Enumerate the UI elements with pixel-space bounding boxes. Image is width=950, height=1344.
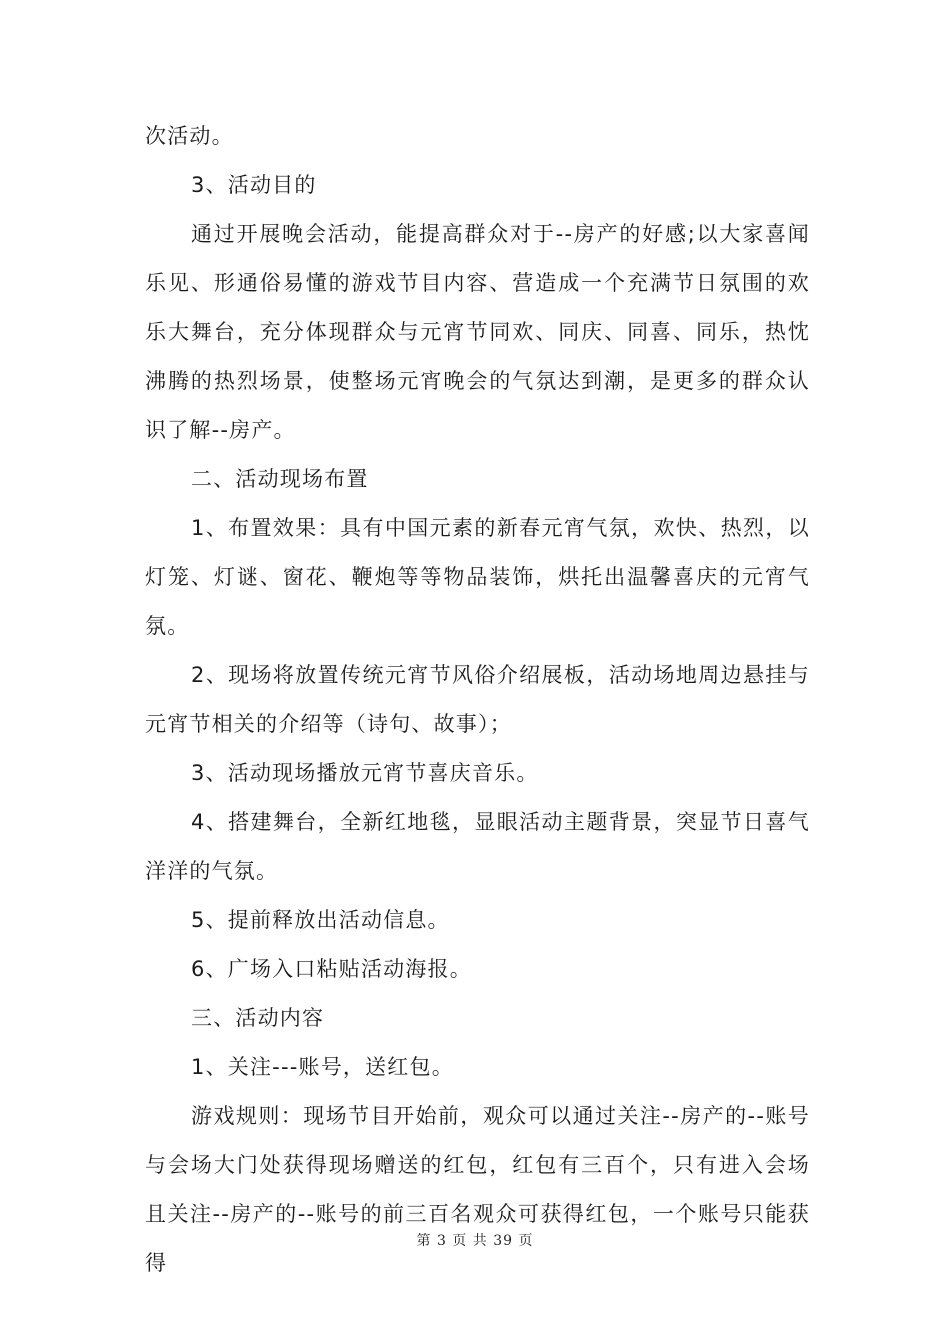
paragraph: 2、现场将放置传统元宵节风俗介绍展板，活动场地周边悬挂与元宵节相关的介绍等（诗句、故事）； (145, 663, 810, 736)
section-heading: 三、活动内容 (191, 1006, 325, 1030)
paragraph: 3、活动现场播放元宵节喜庆音乐。 (191, 761, 539, 785)
paragraph: 通过开展晚会活动，能提高群众对于--房产的好感;以大家喜闻乐见、形通俗易懂的游戏节目内容、营造成一个充满节日氛围的欢乐大舞台，充分体现群众与元宵节同欢、同庆、同喜、同乐，热忱沸腾的热烈场景，使整场元宵晚会的气氛达到潮，是更多的群众认识了解--房产。 (145, 222, 810, 442)
paragraph: 4、搭建舞台，全新红地毯，显眼活动主题背景，突显节日喜气洋洋的气氛。 (145, 810, 810, 883)
paragraph: 6、广场入口粘贴活动海报。 (191, 957, 472, 981)
paragraph: 5、提前释放出活动信息。 (191, 908, 450, 932)
paragraph: 次活动。 (145, 124, 234, 148)
paragraph: 游戏规则：现场节目开始前，观众可以通过关注--房产的--账号与会场大门处获得现场赠送的红包，红包有三百个，只有进入会场且关注--房产的--账号的前三百名观众可获得红包，一个账号只能获得 (145, 1104, 810, 1275)
page-number-footer: 第 3 页 共 39 页 (416, 1233, 534, 1249)
document-body (145, 112, 810, 1288)
section-heading: 3、活动目的 (191, 173, 317, 197)
paragraph: 1、布置效果：具有中国元素的新春元宵气氛，欢快、热烈，以灯笼、灯谜、窗花、鞭炮等等物品装饰，烘托出温馨喜庆的元宵气氛。 (145, 516, 810, 638)
paragraph: 1、关注---账号，送红包。 (191, 1055, 454, 1079)
section-heading: 二、活动现场布置 (191, 467, 369, 491)
